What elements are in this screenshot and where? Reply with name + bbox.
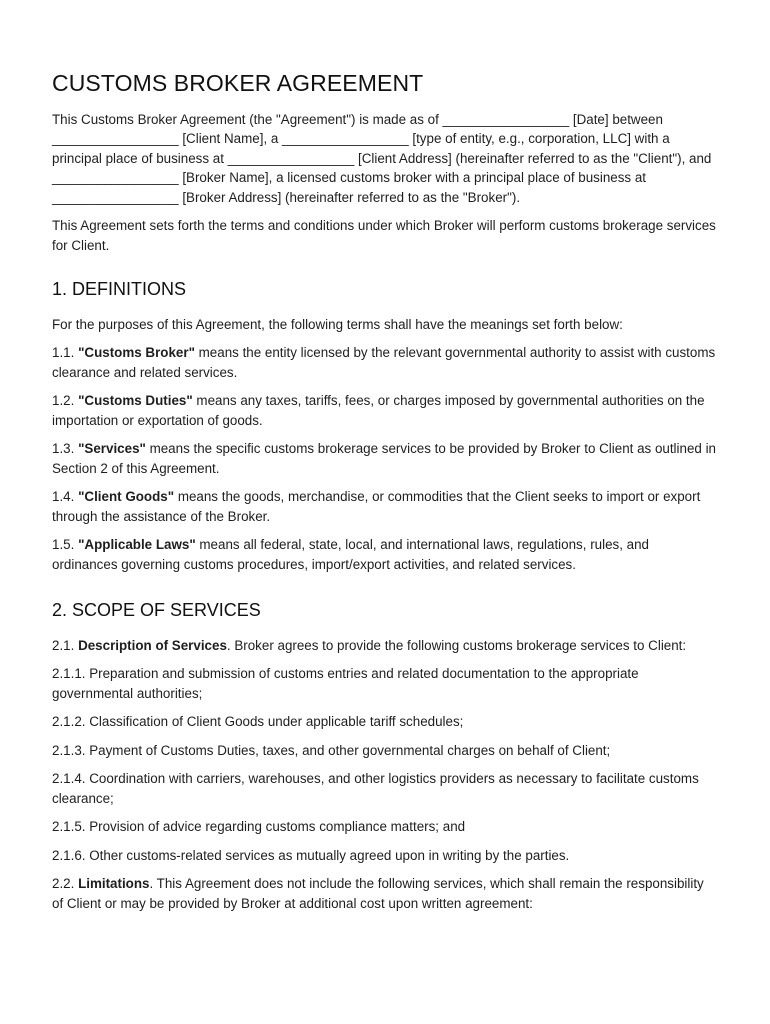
definition-1-3 bbox=[52, 439, 718, 478]
clause-number: 1.4. bbox=[52, 489, 79, 505]
clause-number: 1.1. bbox=[52, 345, 79, 361]
definition-1-5 bbox=[52, 535, 718, 574]
document-title: CUSTOMS BROKER AGREEMENT bbox=[52, 70, 424, 96]
clause-2-1-4: 2.1.4. Coordination with carriers, warehouses, and other logistics providers as necessary to facilitate customs clearance; bbox=[52, 771, 699, 806]
clause-text: . This Agreement does not include the following services, which shall remain the responsibility of Client or may be provided by Broker at additional cost upon written agreement: bbox=[52, 876, 704, 911]
definition-text: means the goods, merchandise, or commodities that the Client seeks to import or export through the assistance of the Broker. bbox=[52, 489, 701, 524]
defined-term: "Customs Broker" bbox=[78, 345, 195, 361]
defined-term: "Customs Duties" bbox=[78, 393, 193, 409]
definitions-lead: For the purposes of this Agreement, the following terms shall have the meanings set forth below: bbox=[52, 316, 623, 332]
clause-2-1 bbox=[52, 636, 718, 656]
clause-2-1-3: 2.1.3. Payment of Customs Duties, taxes, and other governmental charges on behalf of Client; bbox=[52, 742, 611, 758]
clause-text: . Broker agrees to provide the following customs brokerage services to Client: bbox=[226, 637, 687, 653]
definition-1-4 bbox=[52, 487, 718, 526]
clause-number: 2.1. bbox=[52, 637, 79, 653]
definition-1-2 bbox=[52, 391, 718, 430]
defined-term: "Services" bbox=[78, 441, 146, 457]
definition-text: means the specific customs brokerage services to be provided by Broker to Client as outlined in Section 2 of this Agreement. bbox=[52, 441, 716, 476]
defined-term: "Applicable Laws" bbox=[78, 537, 196, 553]
clause-2-1-6: 2.1.6. Other customs-related services as mutually agreed upon in writing by the parties. bbox=[52, 847, 570, 863]
definitions-section bbox=[52, 279, 718, 574]
scope-section bbox=[52, 600, 718, 913]
definition-text: means any taxes, tariffs, fees, or charges imposed by governmental authorities on the importation or exportation of goods. bbox=[52, 393, 705, 428]
clause-2-1-5: 2.1.5. Provision of advice regarding customs compliance matters; and bbox=[52, 819, 466, 835]
definitions-heading: 1. DEFINITIONS bbox=[52, 279, 187, 300]
clause-number: 1.3. bbox=[52, 441, 79, 457]
clause-number: 2.2. bbox=[52, 876, 79, 892]
intro-paragraph-parties: This Customs Broker Agreement (the "Agreement") is made as of _________________ [Date] between _________________ [Client Name], a _________________ [type of entity, e.g., corporation, LLC] with a principal place of business at _________________ [Client Address] (hereinafter referred to as the "Client"), and _________________ [Broker Name], a licensed customs broker with a principal place of business at _________________ [Broker Address] (hereinafter referred to as the "Broker"). bbox=[52, 111, 712, 205]
clause-2-2 bbox=[52, 874, 718, 913]
clause-number: 1.2. bbox=[52, 393, 79, 409]
defined-term: "Client Goods" bbox=[78, 489, 175, 505]
scope-heading: 2. SCOPE OF SERVICES bbox=[52, 600, 261, 621]
definition-text: means the entity licensed by the relevant governmental authority to assist with customs clearance and related services. bbox=[52, 345, 716, 380]
clause-title: Description of Services bbox=[78, 637, 227, 653]
definition-1-1 bbox=[52, 343, 718, 382]
clause-number: 1.5. bbox=[52, 537, 79, 553]
intro-section bbox=[52, 110, 718, 256]
clause-title: Limitations bbox=[78, 876, 150, 892]
clause-2-1-1: 2.1.1. Preparation and submission of customs entries and related documentation to the appropriate governmental authorities; bbox=[52, 666, 639, 701]
definition-text: means all federal, state, local, and international laws, regulations, rules, and ordinances governing customs procedures, import/export activities, and related services. bbox=[52, 537, 649, 572]
intro-paragraph-purpose: This Agreement sets forth the terms and conditions under which Broker will perform customs brokerage services for Client. bbox=[52, 218, 716, 253]
clause-2-1-2: 2.1.2. Classification of Client Goods under applicable tariff schedules; bbox=[52, 714, 464, 730]
